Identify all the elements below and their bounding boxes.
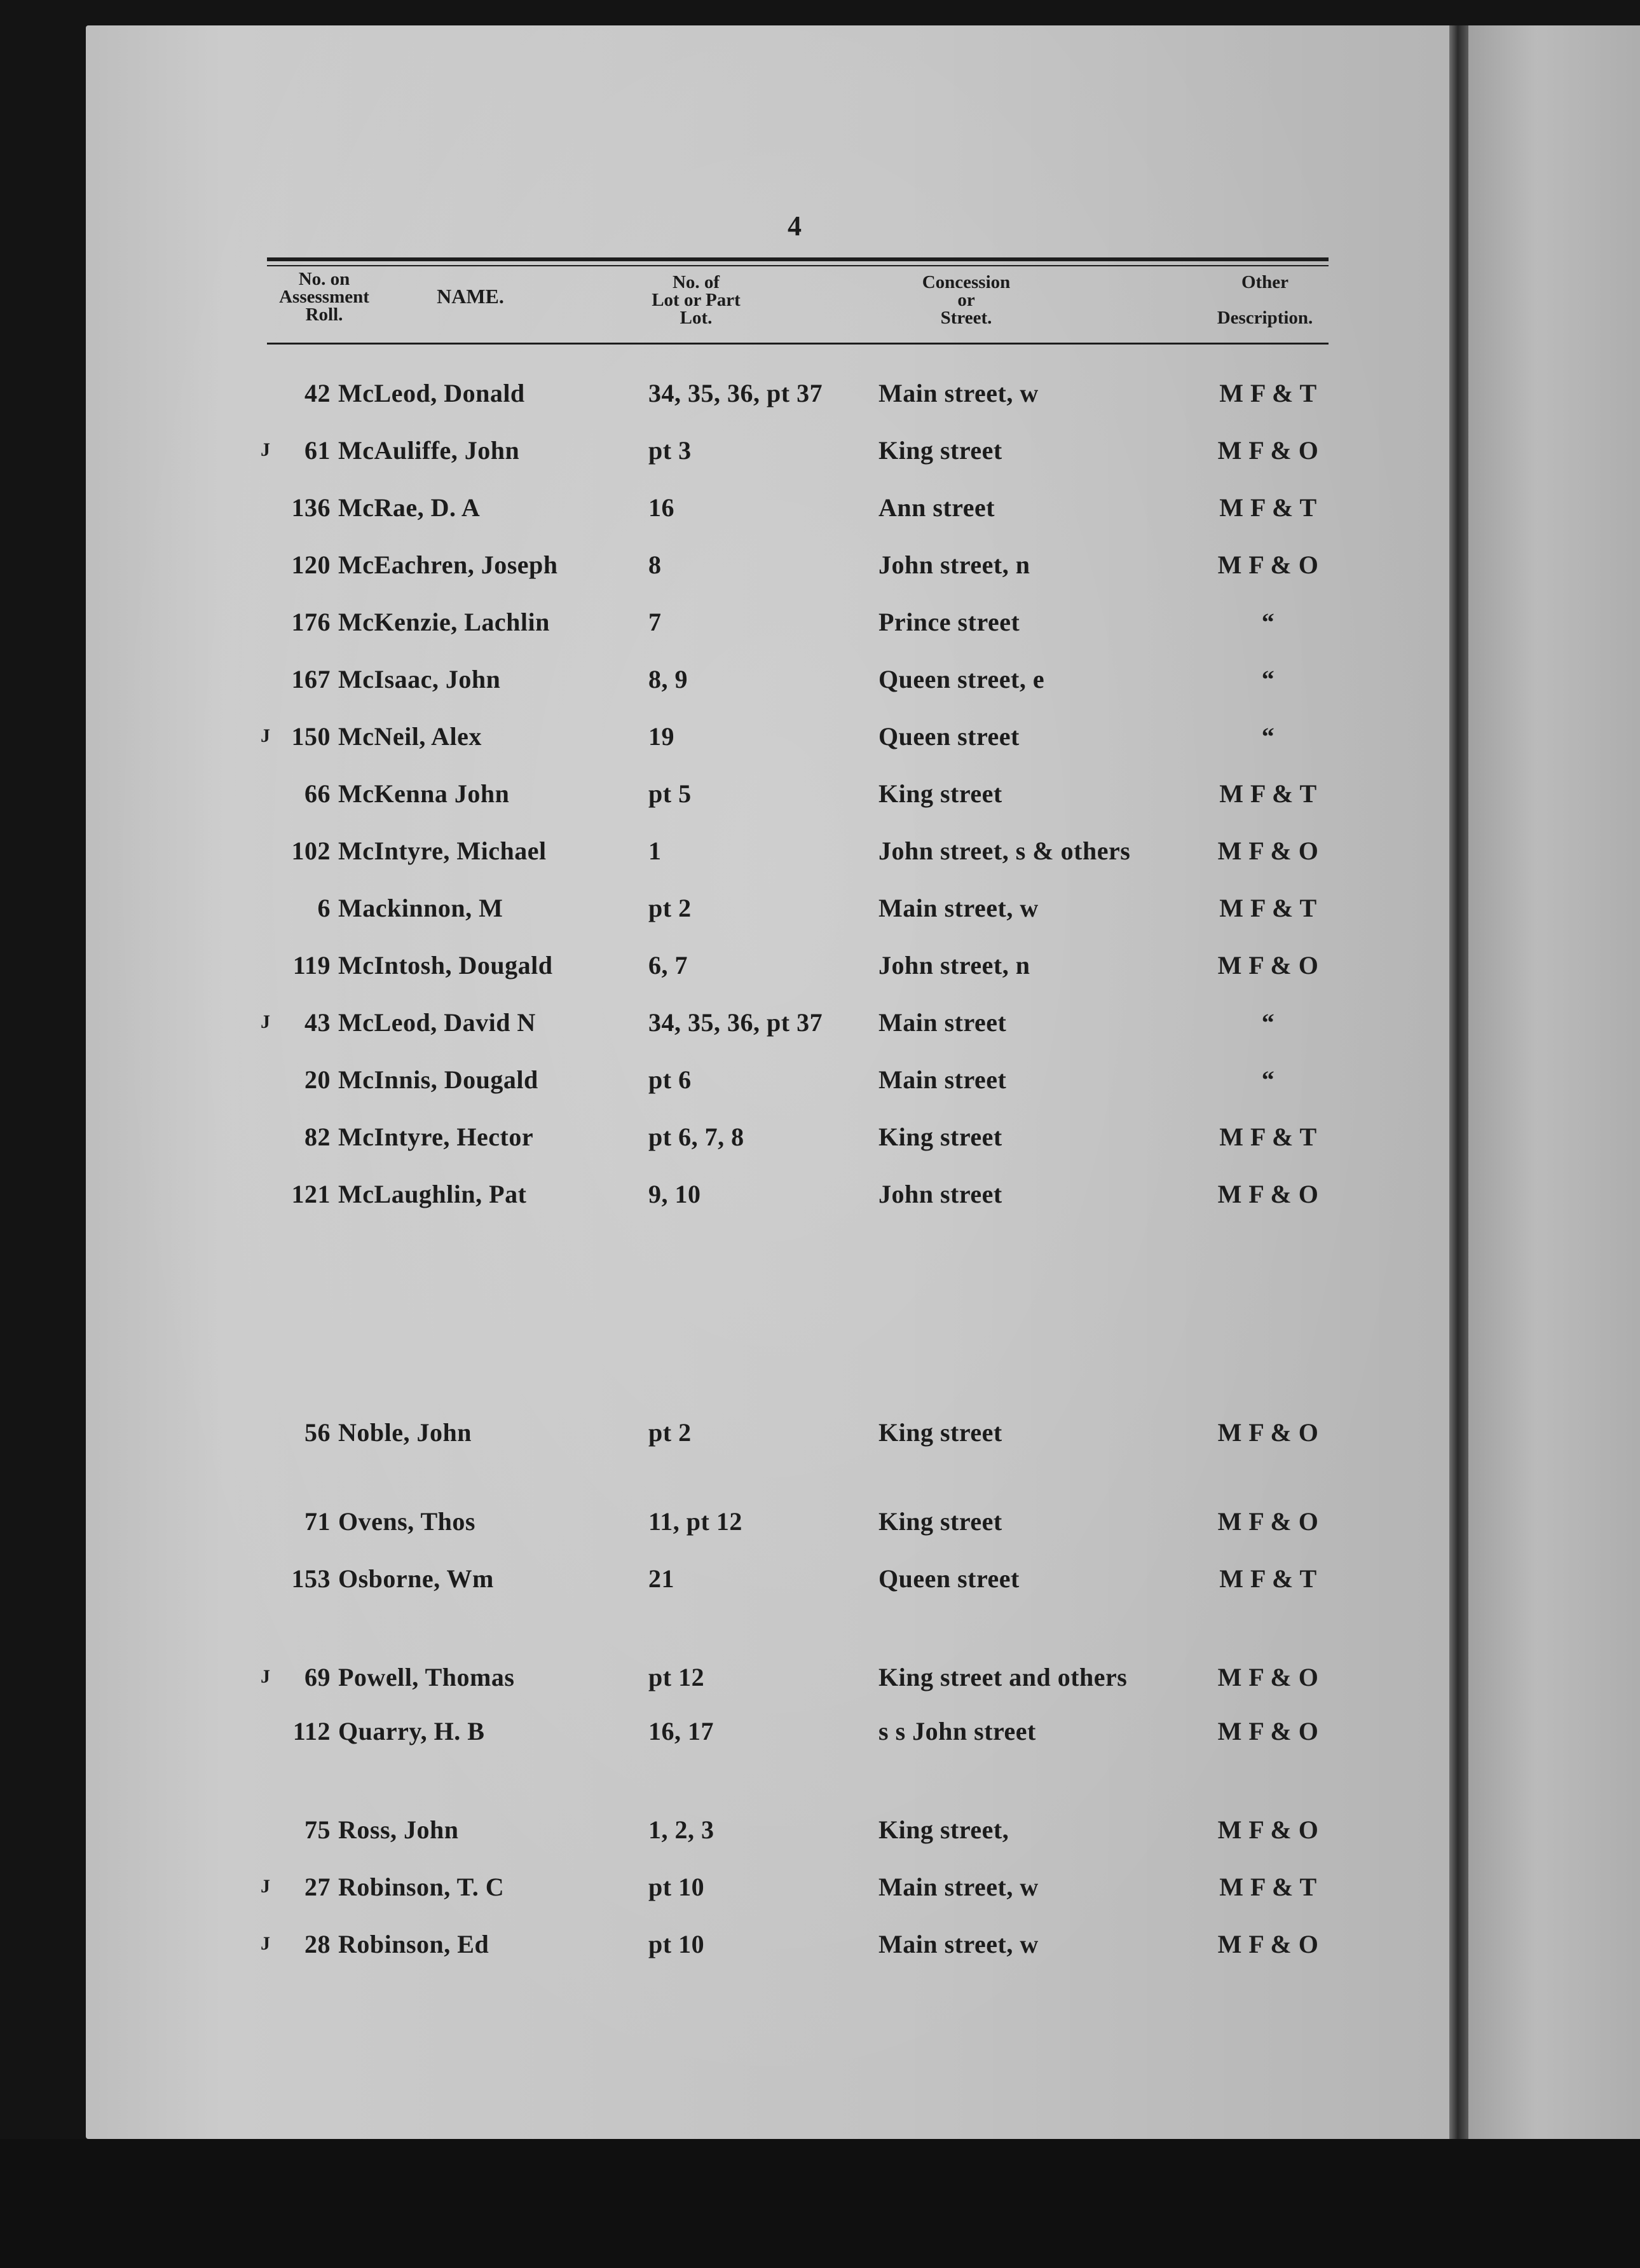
column-header-other-description (1189, 273, 1341, 327)
entry-description: M F & T (1219, 1873, 1317, 1901)
entry-roll-number: 176 (291, 608, 331, 636)
list-item (0, 664, 1398, 702)
entry-roll-number: 43 (304, 1008, 331, 1037)
entry-description: “ (1261, 1008, 1275, 1037)
entry-concession: King street (878, 436, 1002, 465)
entry-prefix: J (261, 1933, 271, 1954)
entry-lot: pt 6 (648, 1065, 692, 1094)
entry-description: M F & T (1219, 894, 1317, 922)
entry-concession: Queen street (878, 1564, 1020, 1593)
entry-lot: pt 2 (648, 894, 692, 922)
facing-page-edge (1468, 25, 1640, 2139)
list-item (0, 1815, 1398, 1853)
entry-name: McIntosh, Dougald (338, 951, 553, 980)
entry-name: McKenzie, Lachlin (338, 608, 550, 636)
entry-name: Robinson, T. C (338, 1873, 505, 1901)
entry-description: M F & O (1217, 837, 1319, 865)
entry-concession: Main street (878, 1008, 1007, 1037)
entry-lot: 34, 35, 36, pt 37 (648, 379, 823, 407)
entry-roll-number: 66 (304, 779, 331, 808)
entry-roll-number: 69 (304, 1663, 331, 1691)
entry-lot: 1 (648, 837, 662, 865)
list-item (0, 1872, 1398, 1910)
list-item (0, 493, 1398, 531)
entry-roll-number: 102 (291, 837, 331, 865)
header-line: Description. (1217, 308, 1313, 328)
entry-roll-number: 75 (304, 1815, 331, 1844)
list-item (0, 1065, 1398, 1103)
entry-concession: Main street (878, 1065, 1007, 1094)
entry-name: McIsaac, John (338, 665, 501, 693)
list-item (0, 1506, 1398, 1545)
entry-prefix: J (261, 1666, 271, 1687)
entry-name: McRae, D. A (338, 493, 481, 522)
entry-name: McNeil, Alex (338, 722, 482, 751)
entry-concession: Main street, w (878, 1873, 1039, 1901)
column-header-name: NAME. (437, 285, 504, 308)
list-item (0, 1008, 1398, 1046)
header-line: Lot. (680, 308, 713, 328)
entry-concession: John street, s & others (878, 837, 1131, 865)
entry-description: “ (1261, 665, 1275, 693)
header-line: No. on (298, 269, 350, 289)
entry-concession: John street, n (878, 550, 1030, 579)
entry-roll-number: 56 (304, 1418, 331, 1447)
entry-name: McKenna John (338, 779, 510, 808)
list-item (0, 779, 1398, 817)
entry-lot: 6, 7 (648, 951, 688, 980)
entry-lot: 9, 10 (648, 1180, 701, 1208)
entry-concession: Ann street (878, 493, 995, 522)
entry-name: McEachren, Joseph (338, 550, 558, 579)
list-item (0, 378, 1398, 416)
entry-concession: King street (878, 1507, 1002, 1536)
entry-roll-number: 71 (304, 1507, 331, 1536)
entry-description: M F & T (1219, 1123, 1317, 1151)
page-number: 4 (788, 210, 802, 242)
header-rule-thick (267, 257, 1329, 261)
entry-lot: pt 12 (648, 1663, 705, 1691)
entry-lot: 34, 35, 36, pt 37 (648, 1008, 823, 1037)
entry-lot: pt 10 (648, 1930, 705, 1958)
entry-description: M F & O (1217, 1815, 1319, 1844)
entry-concession: s s John street (878, 1717, 1036, 1745)
entry-name: McAuliffe, John (338, 436, 520, 465)
entry-concession: Main street, w (878, 1930, 1039, 1958)
entry-roll-number: 42 (304, 379, 331, 407)
list-item (0, 721, 1398, 760)
entry-description: M F & O (1217, 436, 1319, 465)
list-item (0, 1564, 1398, 1602)
entry-concession: Queen street, e (878, 665, 1045, 693)
list-item (0, 950, 1398, 988)
entry-lot: pt 2 (648, 1418, 692, 1447)
entry-description: M F & O (1217, 550, 1319, 579)
list-item (0, 550, 1398, 588)
list-item (0, 607, 1398, 645)
header-line: Assessment (279, 287, 369, 307)
column-header-lot (626, 273, 766, 327)
header-rule-thin (267, 265, 1329, 266)
entry-description: “ (1261, 722, 1275, 751)
entry-description: M F & T (1219, 1564, 1317, 1593)
page-gutter (1449, 25, 1468, 2139)
header-line: Concession (922, 272, 1011, 292)
entry-name: Mackinnon, M (338, 894, 503, 922)
list-item (0, 435, 1398, 474)
entry-lot: 8, 9 (648, 665, 688, 693)
list-item (0, 836, 1398, 874)
entry-description: “ (1261, 1065, 1275, 1094)
entry-roll-number: 121 (291, 1180, 331, 1208)
list-item (0, 1122, 1398, 1160)
header-line: Roll. (305, 304, 343, 325)
entry-lot: 7 (648, 608, 662, 636)
entry-concession: King street (878, 779, 1002, 808)
entry-name: Powell, Thomas (338, 1663, 515, 1691)
entry-description: M F & O (1217, 1507, 1319, 1536)
entry-lot: pt 10 (648, 1873, 705, 1901)
entry-concession: Main street, w (878, 379, 1039, 407)
entry-lot: 11, pt 12 (648, 1507, 742, 1536)
column-header-concession (890, 273, 1042, 327)
entry-description: M F & O (1217, 1930, 1319, 1958)
entry-concession: King street (878, 1123, 1002, 1151)
entry-name: McLeod, David N (338, 1008, 536, 1037)
header-line: Other (1241, 272, 1289, 292)
entry-name: Robinson, Ed (338, 1930, 489, 1958)
entry-roll-number: 6 (317, 894, 331, 922)
entry-description: M F & O (1217, 1717, 1319, 1745)
entry-concession: King street (878, 1418, 1002, 1447)
entry-lot: 16, 17 (648, 1717, 714, 1745)
entry-name: Quarry, H. B (338, 1717, 485, 1745)
list-item (0, 1418, 1398, 1456)
header-line: No. of (672, 272, 720, 292)
entry-roll-number: 167 (291, 665, 331, 693)
entry-concession: Queen street (878, 722, 1020, 751)
entry-concession: King street and others (878, 1663, 1128, 1691)
entry-description: M F & O (1217, 951, 1319, 980)
entry-prefix: J (261, 439, 271, 460)
header-line: Street. (940, 308, 992, 328)
entry-roll-number: 150 (291, 722, 331, 751)
entry-roll-number: 120 (291, 550, 331, 579)
entry-description: M F & T (1219, 379, 1317, 407)
entry-lot: 19 (648, 722, 674, 751)
entry-lot: pt 5 (648, 779, 692, 808)
entry-prefix: J (261, 1876, 271, 1897)
entry-roll-number: 28 (304, 1930, 331, 1958)
entry-concession: King street, (878, 1815, 1009, 1844)
entry-name: Osborne, Wm (338, 1564, 494, 1593)
entry-description: M F & T (1219, 779, 1317, 808)
entry-concession: Main street, w (878, 894, 1039, 922)
header-line: or (957, 290, 975, 310)
entry-description: M F & O (1217, 1663, 1319, 1691)
entry-concession: John street (878, 1180, 1002, 1208)
entry-description: “ (1261, 608, 1275, 636)
entry-lot: pt 3 (648, 436, 692, 465)
list-item (0, 1716, 1398, 1754)
entry-name: McLeod, Donald (338, 379, 525, 407)
entry-prefix: J (261, 1011, 271, 1032)
entry-lot: 1, 2, 3 (648, 1815, 714, 1844)
list-item (0, 1929, 1398, 1967)
scan-background (0, 2139, 1640, 2268)
column-header-number (257, 270, 391, 324)
entry-roll-number: 61 (304, 436, 331, 465)
entry-lot: pt 6, 7, 8 (648, 1123, 744, 1151)
list-item (0, 893, 1398, 931)
entry-description: M F & O (1217, 1180, 1319, 1208)
entry-name: Ovens, Thos (338, 1507, 475, 1536)
entry-roll-number: 27 (304, 1873, 331, 1901)
entry-roll-number: 153 (291, 1564, 331, 1593)
entry-name: McIntyre, Michael (338, 837, 547, 865)
entry-lot: 8 (648, 550, 662, 579)
entry-name: McInnis, Dougald (338, 1065, 538, 1094)
entry-name: Noble, John (338, 1418, 472, 1447)
entry-name: McLaughlin, Pat (338, 1180, 527, 1208)
entry-prefix: J (261, 725, 271, 746)
entry-roll-number: 112 (292, 1717, 331, 1745)
entry-lot: 21 (648, 1564, 674, 1593)
list-item (0, 1662, 1398, 1700)
entry-name: Ross, John (338, 1815, 459, 1844)
list-item (0, 1179, 1398, 1217)
header-rule-bottom (267, 343, 1329, 345)
header-line: Lot or Part (652, 290, 741, 310)
entry-roll-number: 20 (304, 1065, 331, 1094)
entry-concession: Prince street (878, 608, 1020, 636)
entry-roll-number: 119 (292, 951, 331, 980)
entry-roll-number: 82 (304, 1123, 331, 1151)
entry-lot: 16 (648, 493, 674, 522)
entry-description: M F & T (1219, 493, 1317, 522)
entry-concession: John street, n (878, 951, 1030, 980)
entry-roll-number: 136 (291, 493, 331, 522)
entry-name: McIntyre, Hector (338, 1123, 534, 1151)
entry-description: M F & O (1217, 1418, 1319, 1447)
